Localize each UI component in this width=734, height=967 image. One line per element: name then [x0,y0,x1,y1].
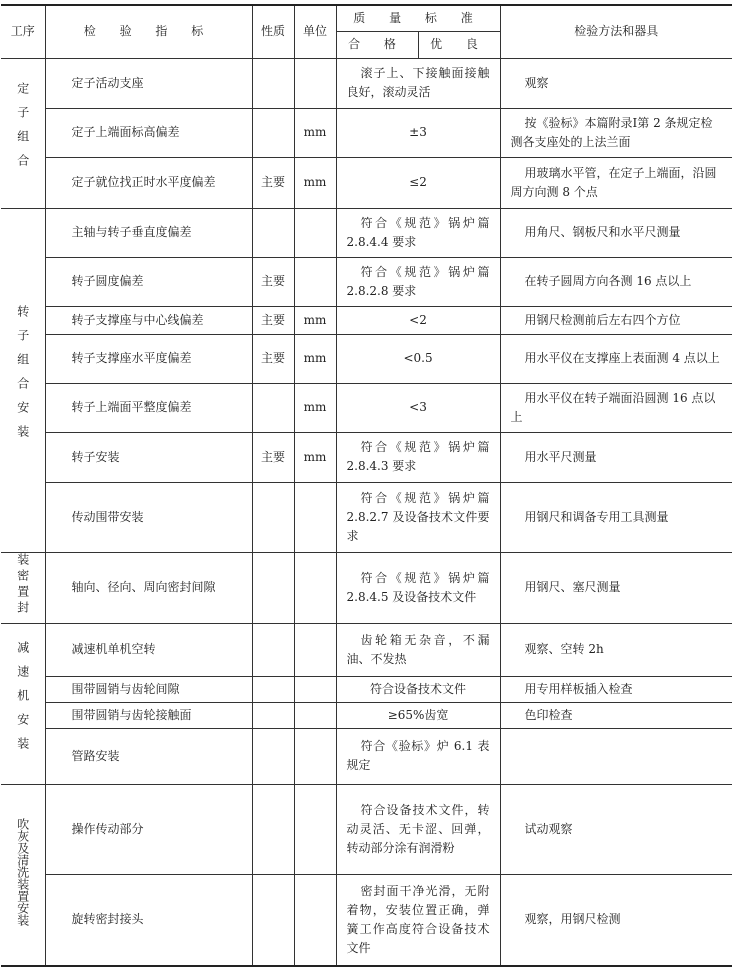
item-cell: 旋转密封接头 [45,874,252,966]
header-process: 工序 [1,5,45,58]
nature-cell: 主要 [252,432,294,482]
method-cell: 用钢尺检测前后左右四个方位 [500,306,732,334]
method-cell: 在转子圆周方向各测 16 点以上 [500,257,732,306]
method-cell: 色印检查 [500,702,732,728]
standard-cell: 齿轮箱无杂音，不漏油、不发热 [336,623,500,676]
unit-cell [294,208,336,257]
standard-cell: 符合《验标》炉 6.1 表规定 [336,728,500,784]
item-cell: 定子就位找正时水平度偏差 [45,157,252,208]
standard-cell: ≤2 [336,157,500,208]
standard-cell: 符合《规范》锅炉篇 2.8.2.7 及设备技术文件要求 [336,482,500,552]
nature-cell [252,383,294,432]
nature-cell [252,552,294,623]
item-cell: 转子安装 [45,432,252,482]
item-cell: 定子上端面标高偏差 [45,108,252,157]
table-row [1,676,732,702]
unit-cell [294,257,336,306]
inspection-table [1,4,732,967]
unit-cell [294,623,336,676]
table-row [1,208,732,257]
item-cell: 传动围带安装 [45,482,252,552]
table-row [1,728,732,784]
table-row [1,58,732,108]
item-cell: 轴向、径向、周向密封间隙 [45,552,252,623]
item-cell: 定子活动支座 [45,58,252,108]
standard-cell: ±3 [336,108,500,157]
unit-cell [294,784,336,874]
header-excellent: 优 良 [418,31,500,58]
nature-cell [252,728,294,784]
unit-cell [294,728,336,784]
method-cell: 按《验标》本篇附录Ⅰ第 2 条规定检测各支座处的上法兰面 [500,108,732,157]
item-cell: 操作传动部分 [45,784,252,874]
method-cell: 用水平仪在支撑座上表面测 4 点以上 [500,334,732,383]
table-row [1,334,732,383]
unit-cell [294,58,336,108]
nature-cell [252,58,294,108]
process-cell: 定子组合 [1,58,45,208]
item-cell: 转子支撑座与中心线偏差 [45,306,252,334]
item-cell: 转子支撑座水平度偏差 [45,334,252,383]
nature-cell: 主要 [252,257,294,306]
standard-cell: 符合《规范》锅炉篇 2.8.4.5 及设备技术文件 [336,552,500,623]
item-cell: 主轴与转子垂直度偏差 [45,208,252,257]
standard-cell: 符合《规范》锅炉篇 2.8.2.8 要求 [336,257,500,306]
nature-cell [252,108,294,157]
unit-cell: mm [294,383,336,432]
table-row [1,623,732,676]
header-qualified: 合 格 [336,31,418,58]
nature-cell [252,784,294,874]
item-cell: 转子圆度偏差 [45,257,252,306]
item-cell: 管路安装 [45,728,252,784]
header-nature: 性质 [252,5,294,58]
table-row [1,874,732,966]
table-row [1,383,732,432]
unit-cell [294,676,336,702]
standard-cell: 符合《规范》锅炉篇 2.8.4.4 要求 [336,208,500,257]
method-cell: 观察，用钢尺检测 [500,874,732,966]
unit-cell: mm [294,108,336,157]
unit-cell: mm [294,334,336,383]
method-cell: 试动观察 [500,784,732,874]
item-cell: 减速机单机空转 [45,623,252,676]
method-cell: 观察 [500,58,732,108]
nature-cell: 主要 [252,306,294,334]
unit-cell: mm [294,432,336,482]
standard-cell: 密封面干净光滑，无附着物，安装位置正确，弹簧工作高度符合设备技术文件 [336,874,500,966]
standard-cell: 滚子上、下接触面接触良好，滚动灵活 [336,58,500,108]
table-row [1,702,732,728]
nature-cell: 主要 [252,157,294,208]
process-cell: 装密置封 [1,552,45,623]
unit-cell [294,552,336,623]
header-standard: 质 量 标 准 [336,5,500,31]
method-cell: 用角尺、钢板尺和水平尺测量 [500,208,732,257]
nature-cell [252,482,294,552]
unit-cell [294,874,336,966]
table-row [1,784,732,874]
method-cell: 用水平尺测量 [500,432,732,482]
method-cell: 用钢尺、塞尺测量 [500,552,732,623]
nature-cell [252,623,294,676]
nature-cell [252,874,294,966]
standard-cell: 符合设备技术文件 [336,676,500,702]
standard-cell: <2 [336,306,500,334]
table-row [1,157,732,208]
unit-cell: mm [294,306,336,334]
process-cell: 吹灰及清洗装置安装 [1,784,45,966]
table-row [1,482,732,552]
header-unit: 单位 [294,5,336,58]
item-cell: 围带圆销与齿轮接触面 [45,702,252,728]
item-cell: 围带圆销与齿轮间隙 [45,676,252,702]
standard-cell: 符合设备技术文件，转动灵活、无卡涩、回弹，转动部分涂有润滑粉 [336,784,500,874]
table-row [1,432,732,482]
process-cell: 减速机安装 [1,623,45,784]
process-cell: 转子组合安装 [1,208,45,552]
standard-cell: ≥65%齿宽 [336,702,500,728]
table-row [1,108,732,157]
table-row [1,257,732,306]
method-cell: 用钢尺和调备专用工具测量 [500,482,732,552]
header-method: 检验方法和器具 [500,5,732,58]
standard-cell: <0.5 [336,334,500,383]
unit-cell: mm [294,157,336,208]
item-cell: 转子上端面平整度偏差 [45,383,252,432]
header-item: 检 验 指 标 [45,5,252,58]
nature-cell [252,676,294,702]
unit-cell [294,482,336,552]
nature-cell [252,208,294,257]
method-cell: 用玻璃水平管，在定子上端面，沿圆周方向测 8 个点 [500,157,732,208]
method-cell: 用水平仪在转子端面沿圆测 16 点以上 [500,383,732,432]
method-cell: 观察、空转 2h [500,623,732,676]
nature-cell [252,702,294,728]
table-row [1,552,732,623]
standard-cell: 符合《规范》锅炉篇 2.8.4.3 要求 [336,432,500,482]
method-cell [500,728,732,784]
unit-cell [294,702,336,728]
nature-cell: 主要 [252,334,294,383]
table-row [1,306,732,334]
standard-cell: <3 [336,383,500,432]
method-cell: 用专用样板插入检查 [500,676,732,702]
